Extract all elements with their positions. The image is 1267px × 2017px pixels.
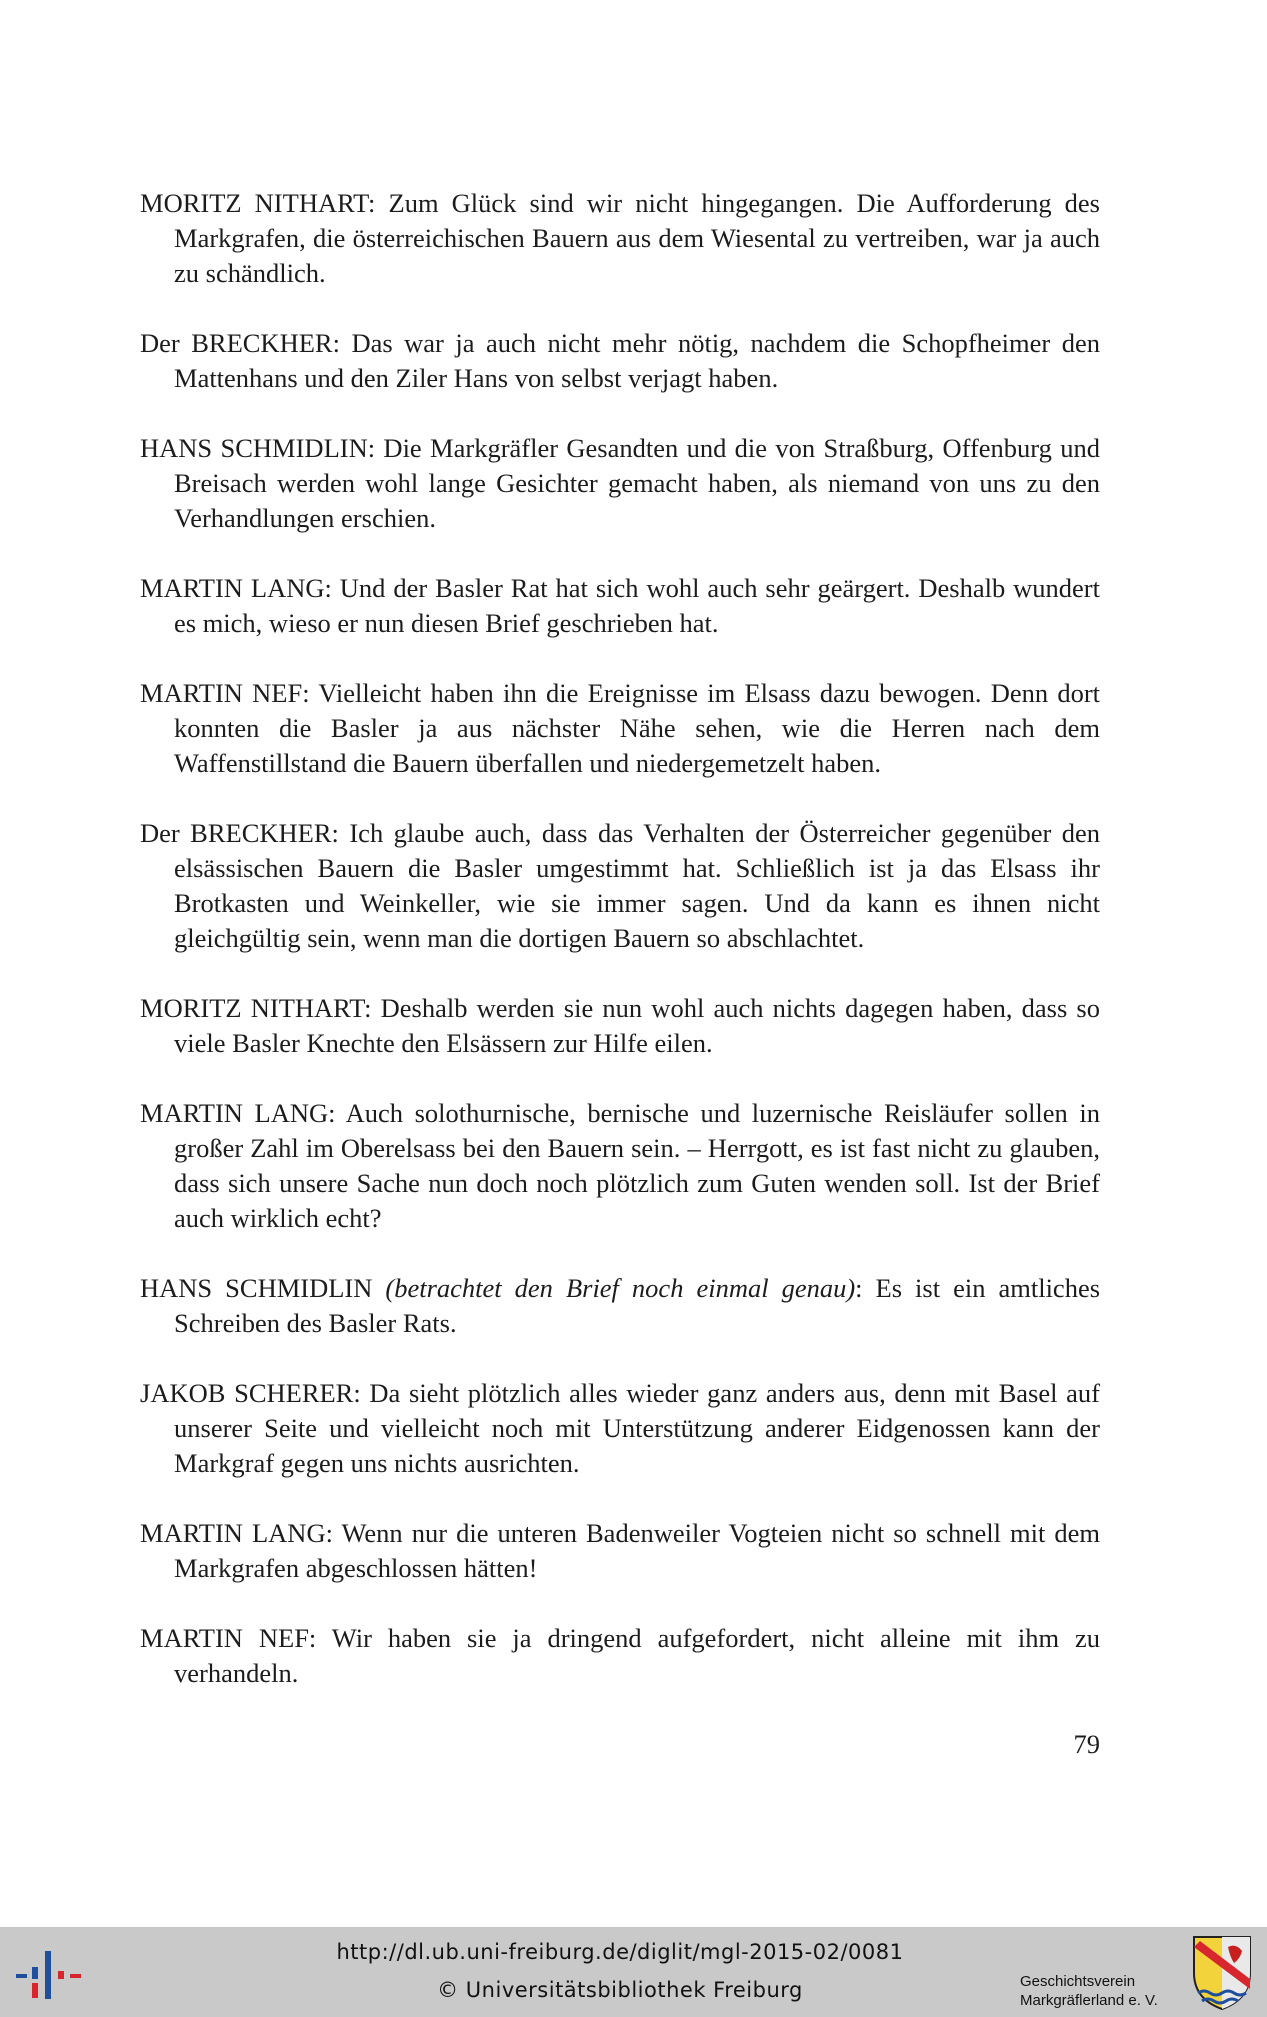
speaker-name: Der BRECKHER: bbox=[140, 328, 340, 358]
dialogue-paragraph bbox=[140, 1096, 1100, 1236]
society-name-line: Geschichtsverein bbox=[1020, 1973, 1136, 1990]
dialogue-text: Deshalb werden sie nun wohl auch nichts dagegen haben, dass so viele Basler Knechte den Elsässern zur Hilfe eilen. bbox=[174, 993, 1100, 1058]
speaker-name: MARTIN NEF: bbox=[140, 678, 310, 708]
speaker-name: MORITZ NITHART: bbox=[140, 188, 376, 218]
dialogue-paragraph bbox=[140, 676, 1100, 781]
dialogue-paragraph bbox=[140, 991, 1100, 1061]
speaker-name: MARTIN LANG: bbox=[140, 1518, 333, 1548]
dialogue-paragraph bbox=[140, 1376, 1100, 1481]
page-body bbox=[140, 186, 1100, 1726]
dialogue-text: Wir haben sie ja dringend aufgefordert, nicht alleine mit ihm zu verhandeln. bbox=[174, 1623, 1101, 1688]
dialogue-text: Auch solothurnische, bernische und luzernische Reisläufer sollen in großer Zahl im Oberelsass bei den Bauern sein. – Herrgott, es ist fast nicht zu glauben, dass sich unsere Sache nun doch noch plötzlich zum Guten wenden soll. Ist der Brief auch wirklich echt? bbox=[174, 1098, 1100, 1233]
dialogue-paragraph bbox=[140, 326, 1100, 396]
copyright-notice: © Universitätsbibliothek Freiburg bbox=[437, 1978, 803, 2002]
footer-bar bbox=[0, 1927, 1267, 2017]
speaker-name: MARTIN LANG: bbox=[140, 1098, 336, 1128]
dialogue-text: Die Markgräfler Gesandten und die von Straßburg, Offenburg und Breisach werden wohl lange Gesichter gemacht haben, als niemand von uns zu den Verhandlungen erschien. bbox=[174, 433, 1100, 533]
society-name-line: Markgräflerland e. V. bbox=[1020, 1992, 1158, 2009]
dialogue-paragraph bbox=[140, 431, 1100, 536]
dialogue-text: : Es ist ein amtliches Schreiben des Basler Rats. bbox=[174, 1273, 1101, 1338]
speaker-name: HANS SCHMIDLIN bbox=[140, 1273, 373, 1303]
speaker-name: Der BRECKHER: bbox=[140, 818, 339, 848]
speaker-name: MARTIN NEF: bbox=[140, 1623, 317, 1653]
society-name bbox=[1020, 1972, 1158, 2010]
speaker-name: HANS SCHMIDLIN: bbox=[140, 433, 376, 463]
speaker-name: MORITZ NITHART: bbox=[140, 993, 372, 1023]
dialogue-text: Wenn nur die unteren Badenweiler Vogteien nicht so schnell mit dem Markgrafen abgeschlossen hätten! bbox=[174, 1518, 1100, 1583]
ub-freiburg-logo-icon[interactable] bbox=[14, 1947, 84, 2003]
dialogue-paragraph bbox=[140, 816, 1100, 956]
dialogue-paragraph bbox=[140, 186, 1100, 291]
dialogue-text: Und der Basler Rat hat sich wohl auch sehr geärgert. Deshalb wundert es mich, wieso er nun diesen Brief geschrieben hat. bbox=[174, 573, 1100, 638]
dialogue-text: Zum Glück sind wir nicht hingegangen. Die Aufforderung des Markgrafen, die österreichischen Bauern aus dem Wiesental zu vertreiben, war ja auch zu schändlich. bbox=[174, 188, 1100, 288]
dialogue-text: Vielleicht haben ihn die Ereignisse im Elsass dazu bewogen. Denn dort konnten die Basler ja aus nächster Nähe sehen, wie die Herren nach dem Waffenstillstand die Bauern überfallen und niedergemetzelt haben. bbox=[174, 678, 1101, 778]
stage-direction: (betrachtet den Brief noch einmal genau) bbox=[385, 1273, 856, 1303]
dialogue-text: Da sieht plötzlich alles wieder ganz anders aus, denn mit Basel auf unserer Seite und vielleicht noch mit Unterstützung anderer Eidgenossen kann der Markgraf gegen uns nichts ausrichten. bbox=[174, 1378, 1100, 1478]
dialogue-paragraph bbox=[140, 1271, 1100, 1341]
source-url-link[interactable]: http://dl.ub.uni-freiburg.de/diglit/mgl-2015-02/0081 bbox=[336, 1940, 904, 1964]
dialogue-text: Ich glaube auch, dass das Verhalten der Österreicher gegenüber den elsässischen Bauern die Basler umgestimmt hat. Schließlich ist ja das Elsass ihr Brotkasten und Weinkeller, wie sie immer sagen. Und da kann es ihnen nicht gleichgültig sein, wenn man die dortigen Bauern so abschlachtet. bbox=[174, 818, 1100, 953]
society-crest-icon bbox=[1190, 1933, 1254, 2011]
speaker-name: MARTIN LANG: bbox=[140, 573, 332, 603]
dialogue-paragraph bbox=[140, 1621, 1100, 1691]
speaker-name: JAKOB SCHERER: bbox=[140, 1378, 361, 1408]
dialogue-text: Das war ja auch nicht mehr nötig, nachdem die Schopfheimer den Mattenhans und den Ziler Hans von selbst verjagt haben. bbox=[174, 328, 1100, 393]
dialogue-paragraph bbox=[140, 571, 1100, 641]
dialogue-paragraph bbox=[140, 1516, 1100, 1586]
page-number: 79 bbox=[1073, 1729, 1100, 1759]
